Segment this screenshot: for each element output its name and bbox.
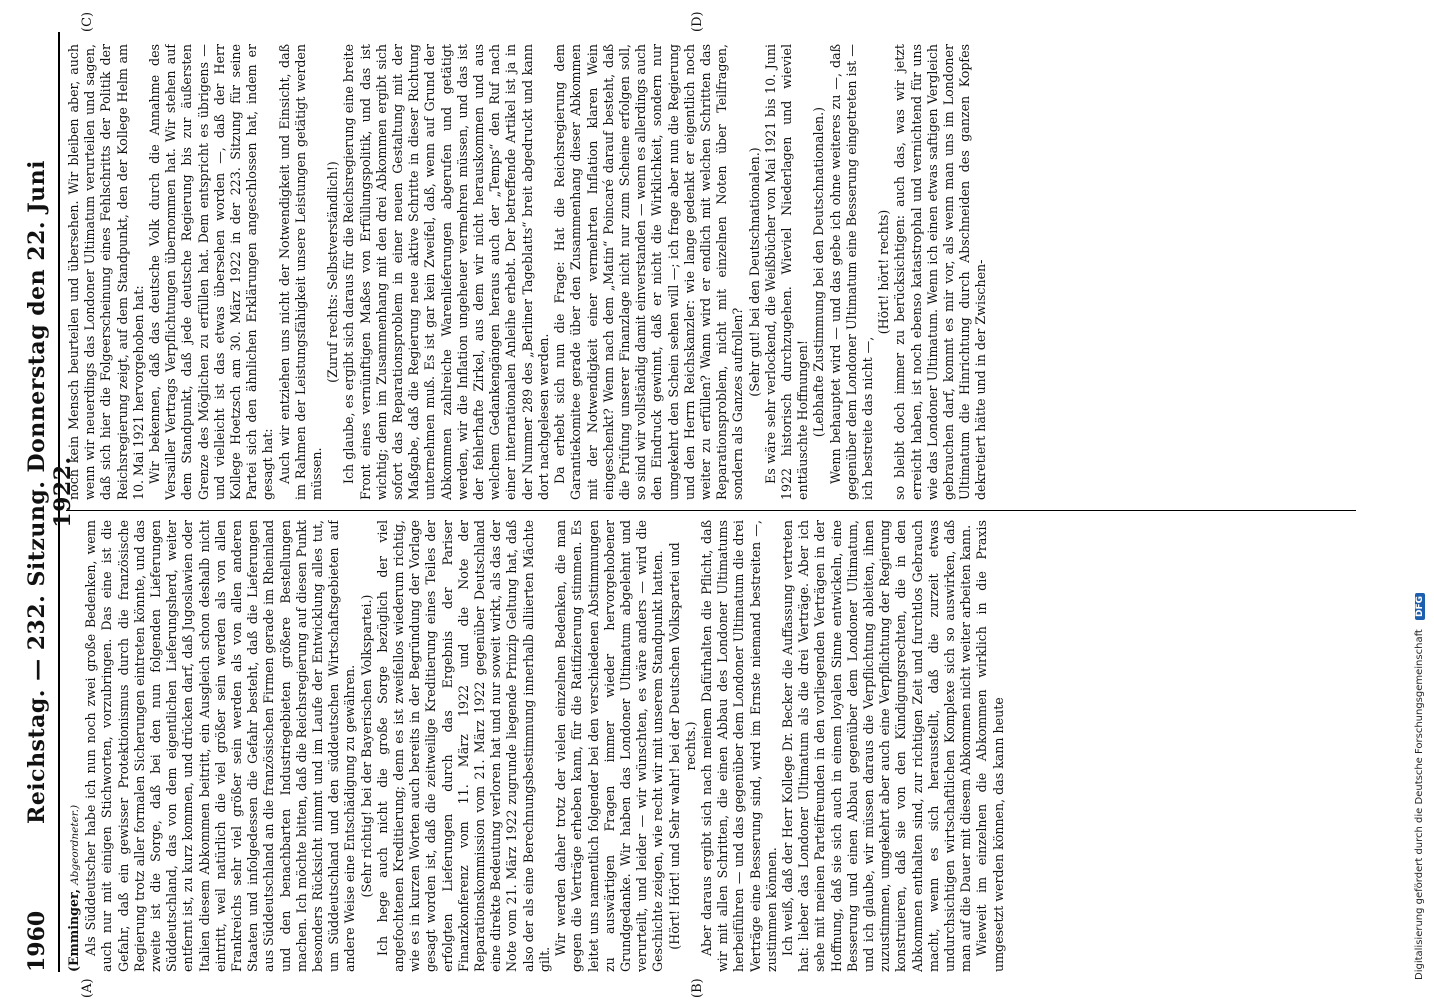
paragraph: Wenn behauptet wird — und das gebe ich ohne weiteres zu —, daß gegenüber dem Londoner Ultimatum eine Besserung eingetreten ist — ich bestreite das nicht —, [827,44,875,500]
interjection: (Sehr richtig! bei der Bayerischen Volkspartei.) [358,594,374,898]
speaker-line [66,520,83,972]
dfg-logo: DFG [1415,593,1425,620]
paragraph: Ich glaube, es ergibt sich daraus für die Reichsregierung eine breite Front eines vernünftigen Maßes von Erfüllungspolitik, und das ist wichtig; denn im Zusammenhang mit den drei Abkommen ergibt sich sofort das Reparationsproblem in einer neuen Gestaltung mit der Maßgabe, daß die Regierung neue aktive Schritte in dieser Richtung unternehmen muß. Es ist gar kein Zweifel, daß, wenn auf Grund der Abkommen zahlreiche Warenlieferungen abgerufen und getätigt werden, wir die Inflation ungeheuer vermehren müssen, und das ist der fehlerhafte Zirkel, aus dem wir nicht herauskommen und aus welchem Gedankengängen heraus auch der „Temps“ den Ruf nach einer internationalen Anleihe erhebt. Der betreffende Artikel ist ja in der Nummer 289 des „Berliner Tageblatts“ breit abgedruckt und kann dort nachgelesen werden. [341,44,551,500]
paragraph: noch kein Mensch beurteilen und übersehen. Wir bleiben aber, auch wenn wir neuerdings das Londoner Ultimatum verurteilen und sagen, daß sich hier die Folgeerscheinung eines Fehlschritts der Politik der Reichsregierung zeigt, auf dem Standpunkt, den der Kollege Helm am 10. Mai 1921 hervorgehoben hat: [66,44,146,500]
interjection: (Hört! Hört! und Sehr wahr! bei der Deutschen Volkspartei und rechts.) [666,542,698,950]
left-column [66,520,1356,972]
interjection: (Lebhafte Zustimmung bei den Deutschnationalen.) [811,106,827,438]
margin-marker-d: (D) [690,11,705,32]
paragraph: Als Süddeutscher habe ich nun noch zwei große Bedenken, wenn auch nur mit einigen Stichworten, vorzubringen. Das eine ist die Gefahr, daß ein gewisser Protektionismus durch die französische Regierung trotz aller formalen Sicherungen eintreten könnte, und das zweite ist die Sorge, daß bei den nun folgenden Lieferungen Süddeutschland, das von dem eigentlichen Lieferungsherd, weiter entfernt ist, zu kurz kommen, und drücken darf, daß Jugoslawien oder Italien diesem Abkommen beitritt, ein Ausgleich schon deshalb nicht eintritt, weil natürlich die viel größer sein werden als von allen Frankreichs sehr viel größer sein werden als von allen anderen Staaten und infolgedessen die Gefahr besteht, daß die Lieferungen aus Süddeutschland an die französischen Firmen gerade im Rheinland und den benachbarten Industriegebieten größere Bestellungen machen. Ich möchte bitten, daß die Reichsregierung auf diesen Punkt besonders Rücksicht nimmt und im Laufe der Entwicklung alles tut, um Süddeutschland und den süddeutschen Wirtschaftsgebieten auf andere Weise eine Entschädigung zu gewähren. [83,520,358,972]
paragraph: Wir werden daher trotz der vielen einzelnen Bedenken, die man gegen die Verträge erheben kann, für die Ratifizierung stimmen. Es leitet uns namentlich folgender bei den verschiedenen Abstimmungen zu auswärtigen Fragen immer wieder hervorgehobener Grundgedanke. Wir haben das Londoner Ultimatum abgelehnt und verurteilt, und leider — wir wünschten, es wäre anders — wird die Geschichte zeigen, wie recht wir mit unserem Standpunkt hatten. [553,520,666,972]
paragraph: Aber daraus ergibt sich nach meinem Dafürhalten die Pflicht, daß wir mit allen Schritten, die einen Abbau des Londoner Ultimatums herbeiführen — und das gegenüber dem Londoner Ultimatum die drei Verträge eine Besserung sind, wird im Ernste niemand bestreiten —, zustimmen können. [698,520,779,972]
paragraph: so bleibt doch immer zu berücksichtigen: auch das, was wir jetzt erreicht haben, ist noch ebenso katastrophal und vernichtend für uns wie das Londoner Ultimatum. Wenn ich einen etwas saftigen Vergleich gebrauchen darf, kommt es mir vor, als wenn man uns im Londoner Ultimatum die Hinrichtung durch Abschneiden des ganzen Kopfes dekretiert hätte und in der Zwischen- [892,44,989,500]
right-column [66,44,1356,500]
margin-marker-a: (A) [80,978,95,998]
paragraph: Ich hege auch nicht die große Sorge bezüglich der viel angefochtenen Kreditierung; denn es ist zweifellos wiederum richtig, wie es in kurzen Worten auch bereits in der Begründung der Vorlage gesagt worden ist, daß die zeitweilige Kreditierung eines Teiles der erfolgten Lieferungen durch das Ergebnis der Pariser Finanzkonferenz vom 11. März 1922 und die Note der Reparationskommission vom 21. März 1922 gegenüber Deutschland eine direkte Bedeutung verloren hat und nur soweit wirkt, als das der Note vom 21. März 1922 zugrunde liegende Prinzip Geltung hat, daß also der als eine Berechnungsbestimmung innerhalb alliierten Mächte gilt. [374,520,552,972]
page-number: 1960 [24,910,50,972]
quotation: Auch wir entziehen uns nicht der Notwendigkeit und Einsicht, daß im Rahmen der Leistungsfähigkeit unsere Leistungen getätigt werden müssen. [276,44,325,500]
paragraph: Ich weiß, daß der Herr Kollege Dr. Becker die Auffassung vertreten hat: lieber das Londoner Ultimatum als die drei Verträge. Aber ich sehe mit meinen Parteifreunden in den vorliegenden Verträgen in der Hoffnung, daß sie sich auch in einem loyalen Sinne entwickeln, eine Besserung und einen Abbau gegenüber dem Londoner Ultimatum, und ich glaube, wir müssen daraus die Verpflichtung ableiten, ihnen zuzustimmen, umgekehrt aber auch eine Verpflichtung der Regierung konstruieren, daß sie von den Kündigungsrechten, die in den Abkommen enthalten sind, zur richtigen Zeit und furchtlos Gebrauch macht, wenn es sich herausstellt, daß die zurzeit etwas undurchsichtigen wirtschaftlichen Komplexe sich so auswirken, daß man auf die Dauer mit diesem Abkommen nicht weiter arbeiten kann. [779,520,974,972]
speaker-name: (Emminger, [66,888,81,972]
interjection: (Sehr gut! bei den Deutschnationalen.) [746,147,762,397]
margin-marker-b: (B) [690,978,705,998]
margin-marker-c: (C) [80,11,95,32]
quotation: Wir bekennen, daß das deutsche Volk durch die Annahme des Versailler Vertrags Verpflichtungen übernommen hat. Wir stehen auf dem Standpunkt, daß jede deutsche Regierung bis zur äußersten Grenze des Möglichen zu erfüllen hat. Dem entspricht es übrigens — und vielleicht ist das etwas übersehen worden —, daß der Herr Kollege Hoetzsch am 30. März 1922 in der 223. Sitzung für seine Partei sich den ähnlichen Erklärungen angeschlossen hat, indem er gesagt hat: [147,44,276,500]
attribution-text: Digitalisierung gefördert durch die Deutsche Forschungsgemeinschaft [1414,629,1425,980]
digitization-attribution [1414,0,1428,980]
interjection: (Hört! hört! rechts) [876,209,892,335]
paragraph: Da erhebt sich nun die Frage: Hat die Reichsregierung dem Garantiekomitee gerade über den Zusammenhang dieser Abkommen mit der Notwendigkeit einer vermehrten Inflation klaren Wein eingeschenkt? Wenn nach dem „Matin“ Poincaré darauf besteht, daß die Prüfung unserer Finanzlage nicht nur zum Scheine erfolgen soll, so sind wir vollständig damit einverstanden — wenn es allerdings auch den Eindruck gewinnt, daß er nicht die Wirklichkeit, sondern nur umgekehrt den Schein sehen will —; ich frage aber nun die Regierung und den Herrn Reichskanzler: wie lange gedenkt er eigentlich noch weiter zu erfüllen? Wann wird er endlich mit welchen Schritten das Reparationsproblem, nicht mit einzelnen Noten über Teilfragen, sondern als Ganzes aufrollen? [552,44,746,500]
speaker-role: Abgeordneter.) [69,804,81,885]
page-title: Reichstag. — 232. Sitzung. Donnerstag den 22. Juni 1922. [24,160,76,824]
paragraph: Es wäre sehr verlockend, die Weißbücher von Mai 1921 bis 10. Juni 1922 historisch durchzugehen. Wieviel Niederlagen und wieviel enttäuschte Hoffnungen! [762,44,811,500]
column-divider [66,510,1356,511]
paragraph: Wieweit im einzelnen die Abkommen wirklich in die Praxis umgesetzt werden können, das kann heute [974,520,1006,972]
interjection: (Zuruf rechts: Selbstverständlich!) [325,161,341,383]
